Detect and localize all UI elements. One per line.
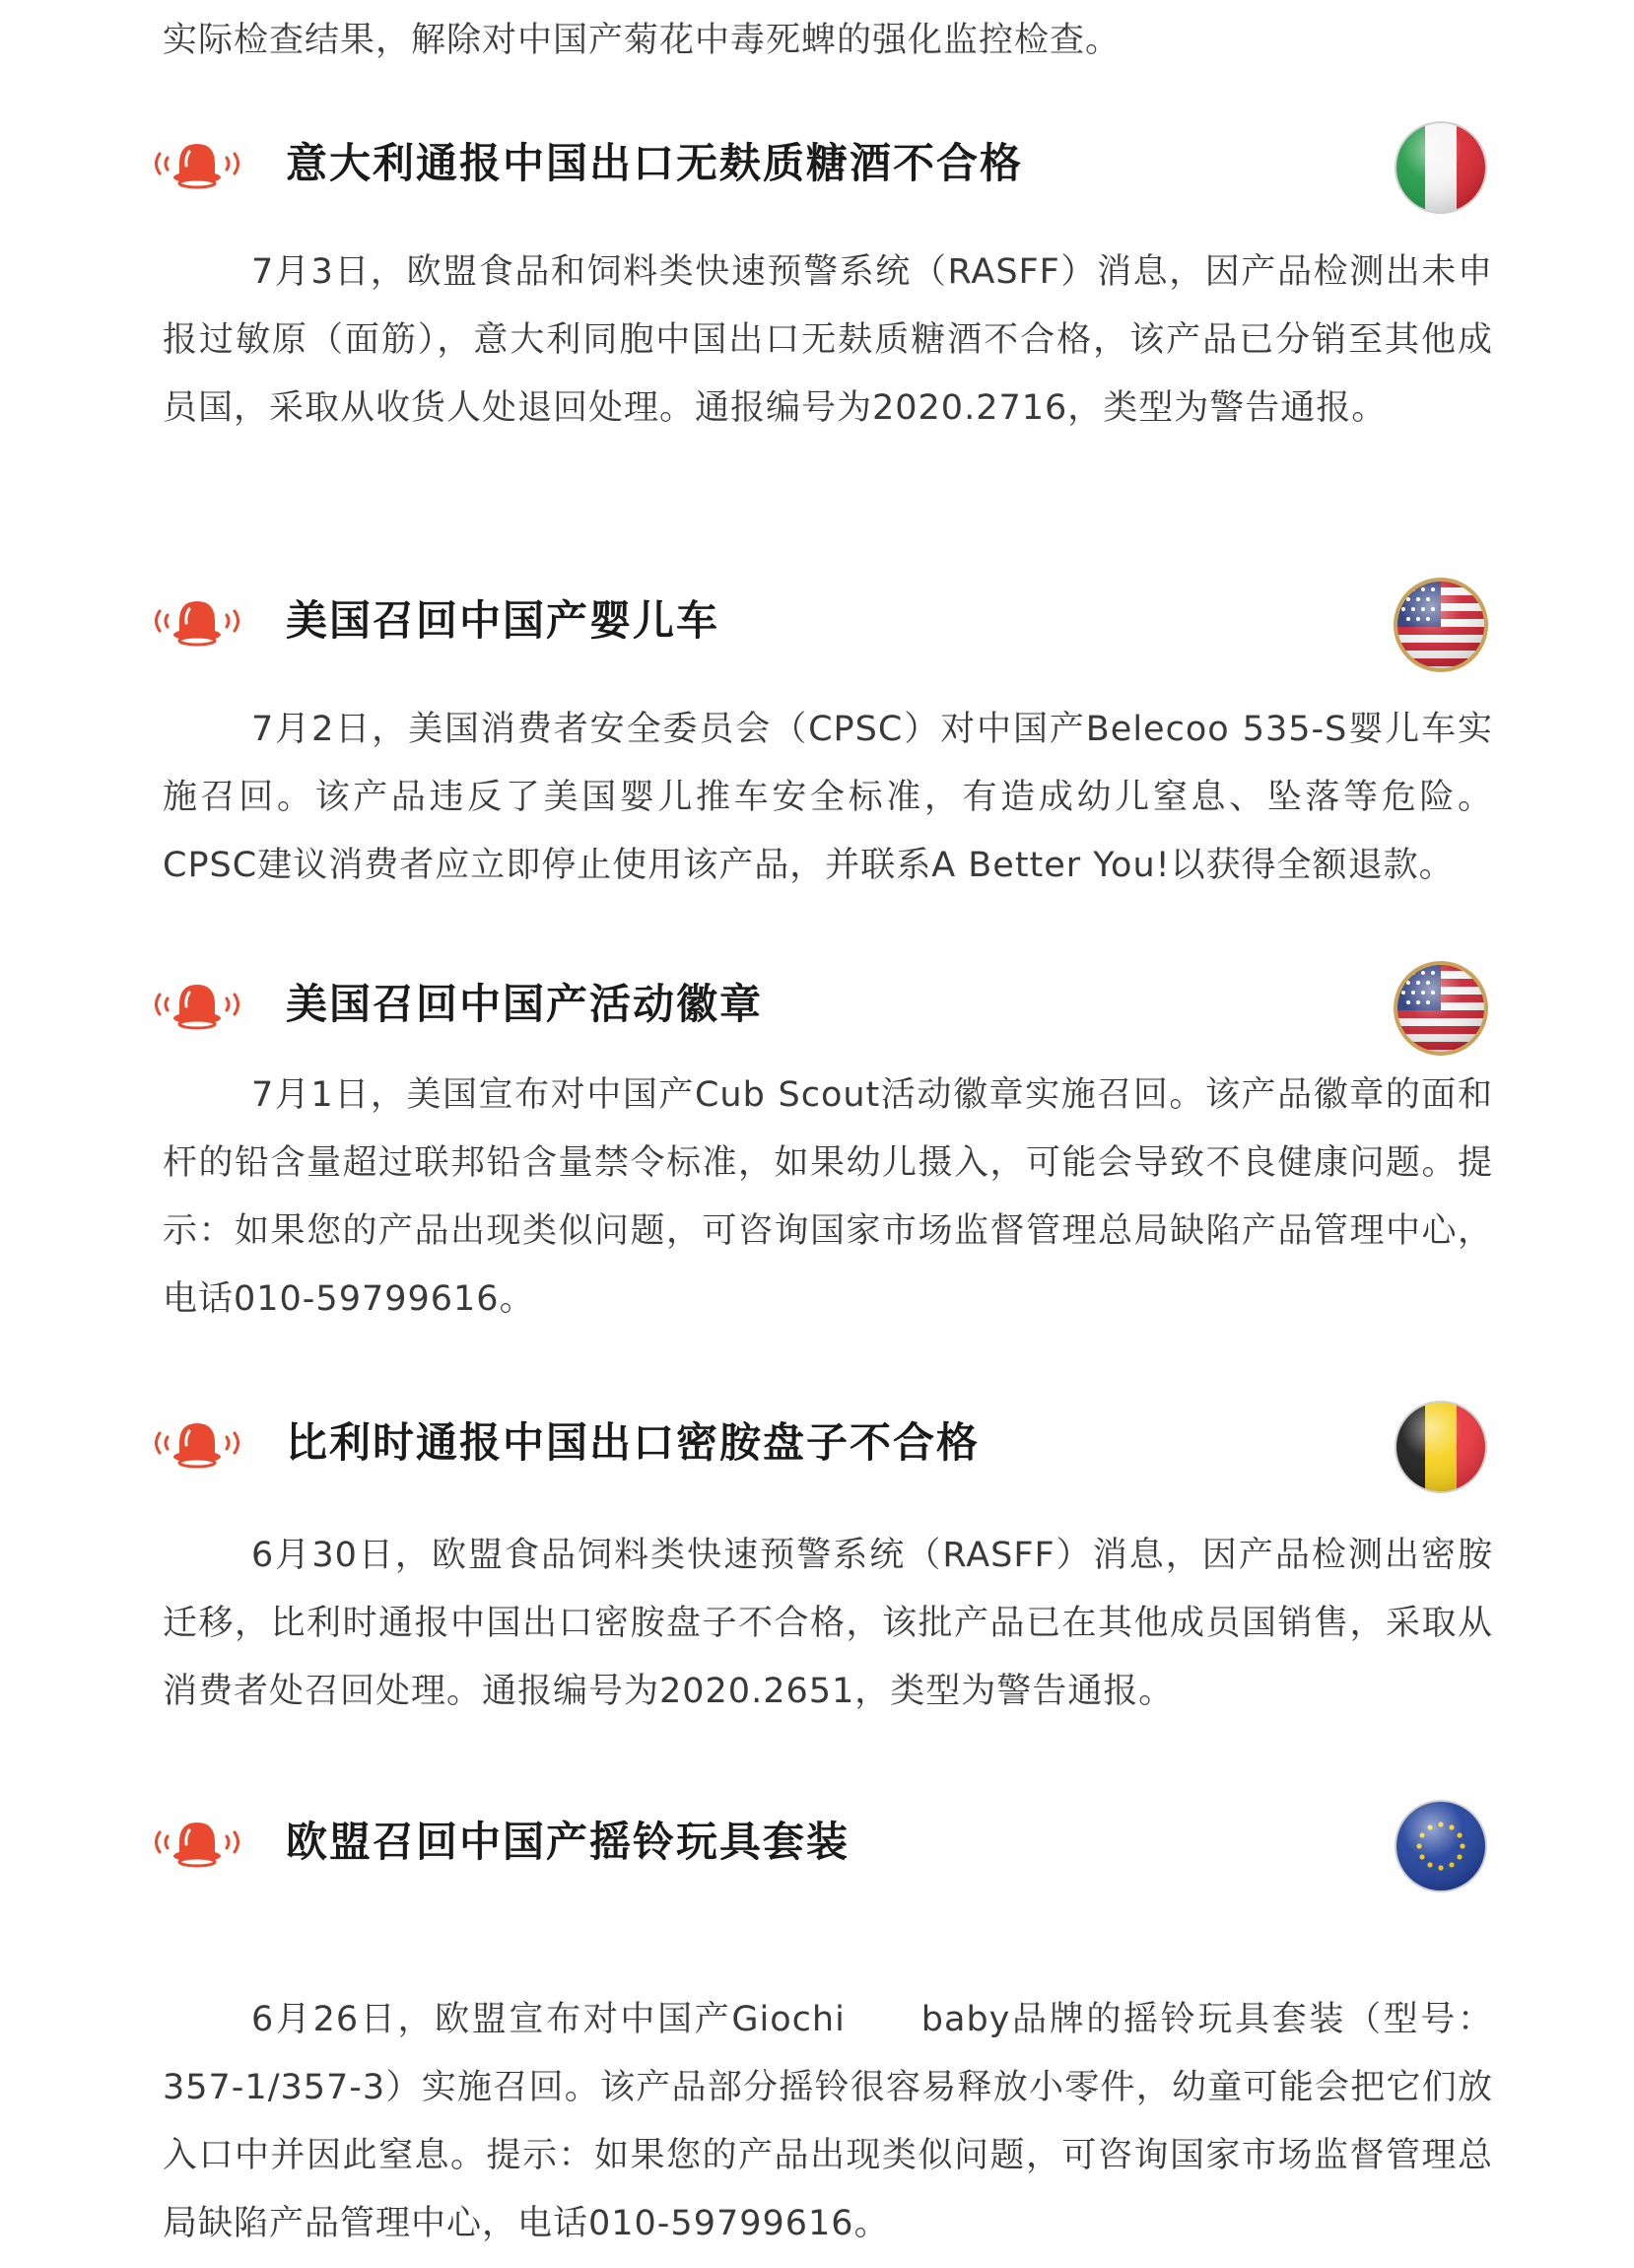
usa-flag-icon — [1392, 576, 1490, 674]
news-body: 6月30日，欧盟食品饲料类快速预警系统（RASFF）消息，因产品检测出密胺迁移，比利时通报中国出口密胺盘子不合格，该批产品已在其他成员国销售，采取从消费者处召回处理。通报编号为2020.2651，类型为警告通报。 — [163, 1536, 1493, 1711]
news-item-header — [0, 568, 1634, 676]
alarm-bell-icon — [150, 1811, 244, 1874]
news-body: 7月1日，美国宣布对中国产Cub Scout活动徽章实施召回。该产品徽章的面和杆的铅含量超过联邦铅含量禁令标准，如果幼儿摄入，可能会导致不良健康问题。提示：如果您的产品出现类似问题，可咨询国家市场监督管理总局缺陷产品管理中心，电话010-59799616。 — [163, 1075, 1493, 1319]
news-title: 美国召回中国产婴儿车 — [286, 596, 720, 645]
belgium-flag-icon — [1392, 1398, 1490, 1496]
news-title: 美国召回中国产活动徽章 — [286, 980, 764, 1028]
alarm-bell-icon — [150, 132, 244, 195]
news-item-usa-badge — [0, 951, 1634, 1319]
news-item-usa-stroller — [0, 568, 1634, 885]
news-title: 比利时通报中国出口密胺盘子不合格 — [286, 1418, 981, 1467]
eu-flag-icon — [1392, 1797, 1490, 1895]
news-item-eu — [0, 1789, 1634, 2243]
news-body: 7月3日，欧盟食品和饲料类快速预警系统（RASFF）消息，因产品检测出未申报过敏原（面筋），意大利同胞中国出口无麸质糖酒不合格，该产品已分销至其他成员国，采取从收货人处退回处理。通报编号为2020.2716，类型为警告通报。 — [163, 252, 1493, 428]
alarm-bell-icon — [150, 589, 244, 653]
lead-paragraph: 实际检查结果，解除对中国产菊花中毒死蜱的强化监控检查。 — [163, 21, 1122, 60]
alarm-bell-icon — [150, 973, 244, 1036]
news-body: 6月26日，欧盟宣布对中国产Giochi baby品牌的摇铃玩具套装（型号：357-1/357-3）实施召回。该产品部分摇铃很容易释放小零件，幼童可能会把它们放入口中并因此窒息。提示：如果您的产品出现类似问题，可咨询国家市场监督管理总局缺陷产品管理中心，电话010-59799616。 — [163, 2000, 1493, 2243]
news-item-header — [0, 110, 1634, 219]
usa-flag-icon — [1392, 959, 1490, 1058]
alarm-bell-icon — [150, 1411, 244, 1475]
news-title: 欧盟召回中国产摇铃玩具套装 — [286, 1818, 851, 1866]
italy-flag-icon — [1392, 118, 1490, 217]
news-item-italy — [0, 110, 1634, 428]
news-item-header — [0, 1789, 1634, 1897]
news-item-header — [0, 951, 1634, 1060]
news-title: 意大利通报中国出口无麸质糖酒不合格 — [286, 139, 1024, 187]
news-item-belgium — [0, 1390, 1634, 1711]
news-body: 7月2日，美国消费者安全委员会（CPSC）对中国产Belecoo 535-S婴儿车实施召回。该产品违反了美国婴儿推车安全标准，有造成幼儿窒息、坠落等危险。CPSC建议消费者应立即停止使用该产品，并联系A Better You!以获得全额退款。 — [163, 710, 1493, 885]
news-item-header — [0, 1390, 1634, 1498]
